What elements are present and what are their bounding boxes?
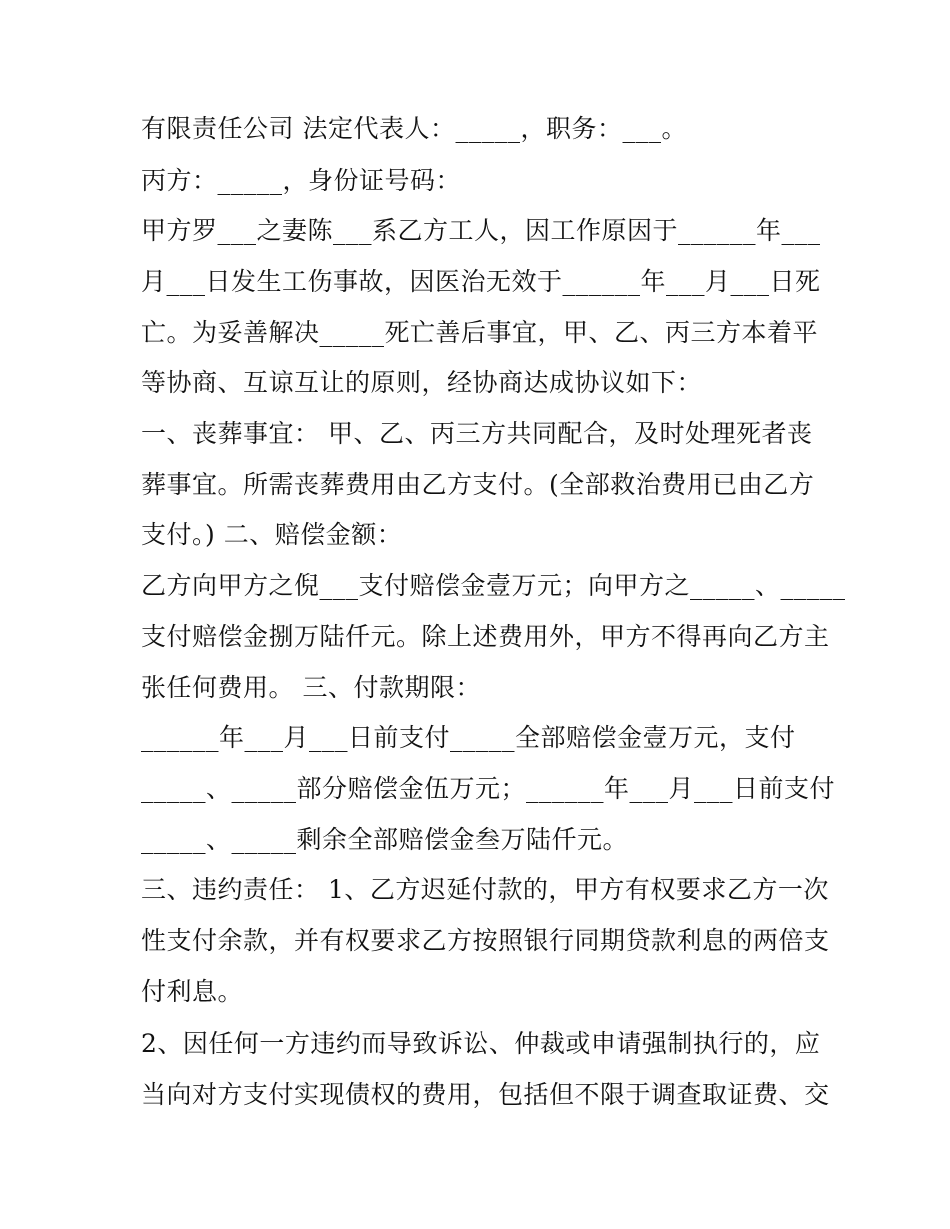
text-line: 付利息。 — [141, 977, 244, 1006]
text-line: 当向对方支付实现债权的费用，包括但不限于调查取证费、交 — [141, 1080, 830, 1109]
text-line: ______年___月___日前支付_____全部赔偿金壹万元，支付 — [141, 723, 796, 752]
text-line: 一、丧葬事宜： 甲、乙、丙三方共同配合，及时处理死者丧 — [141, 419, 813, 448]
text-line: 乙方向甲方之倪___支付赔偿金壹万元；向甲方之_____、_____ — [141, 571, 846, 600]
text-line: 张任何费用。 三、付款期限： — [141, 673, 481, 702]
text-line: 支付赔偿金捌万陆仟元。除上述费用外，甲方不得再向乙方主 — [141, 622, 830, 651]
text-line: 支付。) 二、赔偿金额： — [141, 520, 403, 549]
text-line: 等协商、互谅互让的原则，经协商达成协议如下： — [141, 368, 703, 397]
text-line: 甲方罗___之妻陈___系乙方工人，因工作原因于______年___ — [141, 216, 821, 245]
text-line: 2、因任何一方违约而导致诉讼、仲裁或申请强制执行的，应 — [141, 1029, 821, 1058]
text-line: 有限责任公司 法定代表人：_____，职务：___。 — [141, 114, 687, 143]
text-line: 葬事宜。所需丧葬费用由乙方支付。(全部救治费用已由乙方 — [141, 470, 815, 499]
text-line: 性支付余款，并有权要求乙方按照银行同期贷款利息的两倍支 — [141, 926, 830, 955]
text-line: 三、违约责任： 1、乙方迟延付款的，甲方有权要求乙方一次 — [141, 875, 829, 904]
text-line: _____、_____部分赔偿金伍万元；______年___月___日前支付 — [141, 774, 836, 803]
text-line: _____、_____剩余全部赔偿金叁万陆仟元。 — [141, 825, 629, 854]
text-line: 月___日发生工伤事故，因医治无效于______年___月___日死 — [141, 267, 821, 296]
text-line: 丙方：_____，身份证号码： — [141, 166, 462, 195]
text-line: 亡。为妥善解决_____死亡善后事宜，甲、乙、丙三方本着平 — [141, 318, 819, 347]
